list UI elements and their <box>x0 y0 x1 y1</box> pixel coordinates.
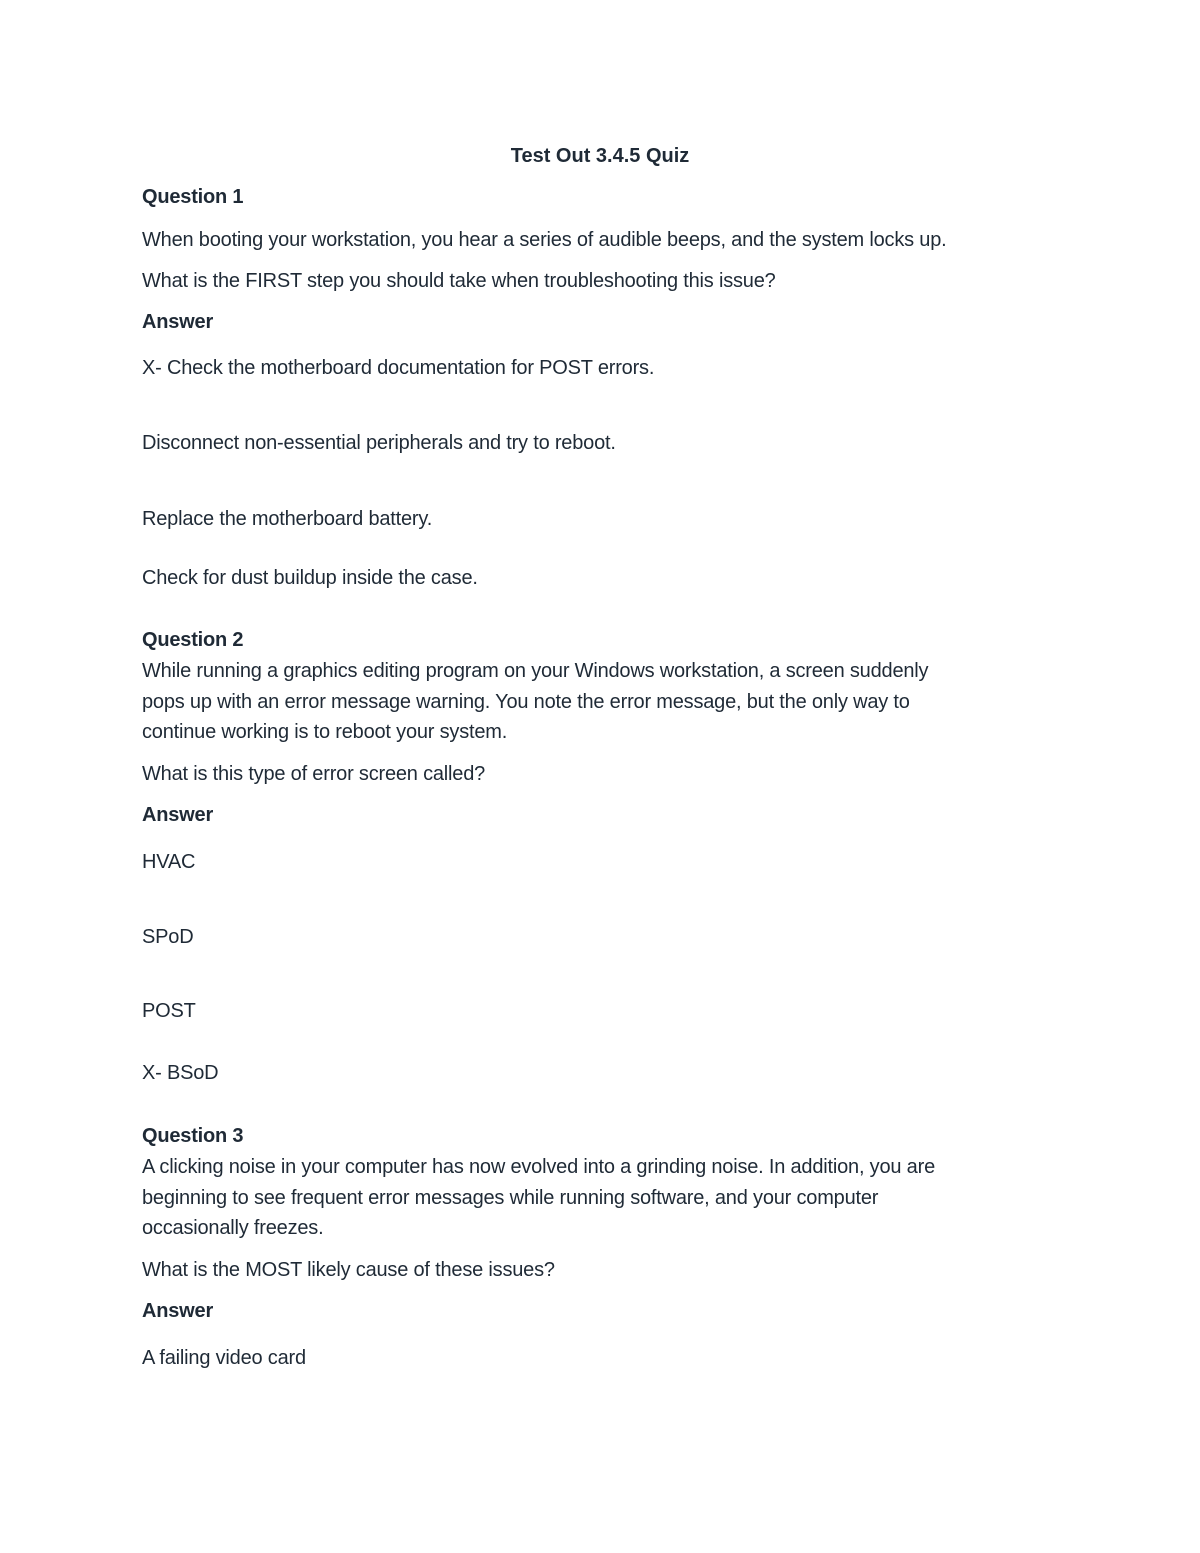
question-3-text-line-2: beginning to see frequent error messages while running software, and your computer <box>142 1187 879 1209</box>
question-1-text-line-1: When booting your workstation, you hear a series of audible beeps, and the system locks up. <box>142 229 947 251</box>
question-2-option-2: SPoD <box>142 926 194 948</box>
page-title: Test Out 3.4.5 Quiz <box>510 145 690 167</box>
question-2-text-line-1: While running a graphics editing program on your Windows workstation, a screen suddenly <box>142 660 929 682</box>
question-2-prompt: What is this type of error screen called? <box>142 763 486 785</box>
question-1-option-4: Check for dust buildup inside the case. <box>142 567 478 589</box>
question-3-heading: Question 3 <box>142 1125 244 1147</box>
question-2-answer-label: Answer <box>142 804 214 826</box>
question-2-heading: Question 2 <box>142 629 244 651</box>
question-1-option-2: Disconnect non-essential peripherals and try to reboot. <box>142 432 616 454</box>
question-1-answer-label: Answer <box>142 311 214 333</box>
question-1-option-1: X- Check the motherboard documentation for POST errors. <box>142 357 655 379</box>
question-3-answer-label: Answer <box>142 1300 214 1322</box>
question-2-text-line-3: continue working is to reboot your system. <box>142 721 508 743</box>
question-3-option-1: A failing video card <box>142 1347 306 1369</box>
question-2-text-line-2: pops up with an error message warning. You note the error message, but the only way to <box>142 691 910 713</box>
question-2-option-1: HVAC <box>142 851 196 873</box>
question-3-text-line-3: occasionally freezes. <box>142 1217 324 1239</box>
question-3-prompt: What is the MOST likely cause of these issues? <box>142 1259 555 1281</box>
question-2-option-3: POST <box>142 1000 196 1022</box>
question-1-heading: Question 1 <box>142 186 244 208</box>
question-1-prompt: What is the FIRST step you should take when troubleshooting this issue? <box>142 270 776 292</box>
question-2-option-4: X- BSoD <box>142 1062 219 1084</box>
question-3-text-line-1: A clicking noise in your computer has now evolved into a grinding noise. In addition, you are <box>142 1156 935 1178</box>
question-1-option-3: Replace the motherboard battery. <box>142 508 433 530</box>
